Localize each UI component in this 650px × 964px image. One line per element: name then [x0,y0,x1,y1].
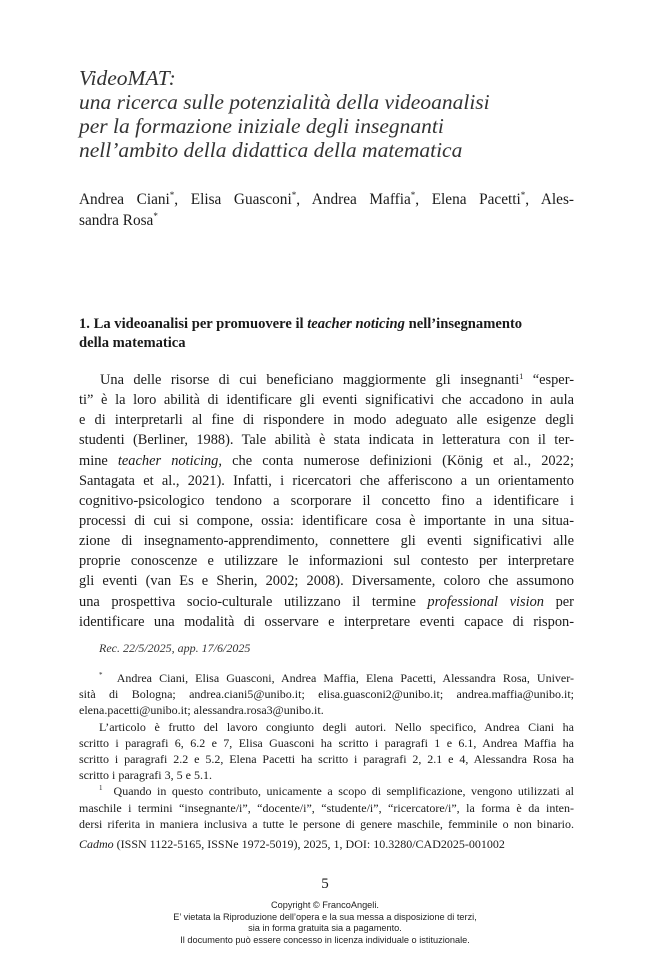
text-line: cognitivo-psicologico tendono a scorporare il concetto fino a identificare i [79,492,574,509]
page-number: 5 [321,876,329,892]
footnote-line: * Andrea Ciani, Elisa Guasconi, Andrea Maffia, Elena Pacetti, Alessandra Rosa, Univer- [99,671,574,685]
separator: , [174,191,191,208]
journal-details: (ISSN 1122-5165, ISSNe 1972-5019), 2025, 1, DOI: 10.3280/CAD2025-001002 [113,837,505,851]
text-line: identificare una modalità di osservare e interpretare eventi capace di rispon- [79,613,574,630]
footnote-line: $^1$ Quando in questo contributo, unicamente a scopo di semplificazione, vengono utilizzati al [99,784,575,799]
footnote-line: L’articolo è frutto del lavoro congiunto degli autori. Nello specifico, Andrea Ciani ha [99,719,574,734]
copyright-line: Il documento può essere concesso in licenza individuale o istituzionale. [180,934,470,945]
text-line: proprie conoscenze e utilizzare le informazioni sul contesto per interpretare [79,553,574,570]
separator: , [415,191,432,208]
text-line: Santagata et al., 2021). Infatti, i ricercatori che afferiscono a un orientamento [79,472,574,489]
footnote-line: scritto i paragrafi 2.2 e 5.2, Elena Pacetti ha scritto i paragrafi 2, 2.1 e 4, Alessandra Rosa ha [79,751,574,766]
title-line: per la formazione iniziale degli insegnanti [79,114,444,138]
author-name: Andrea Maffia [311,191,411,208]
affiliation-marker[interactable]: * [520,190,526,200]
title-line: nell’ambito della didattica della matematica [79,138,463,162]
heading-text: 1. La videoanalisi per promuovere il [79,316,308,332]
heading-text: nell’insegnamento [404,316,523,332]
affiliation-marker[interactable]: * [410,190,416,200]
affiliation-marker[interactable]: * [169,190,175,200]
author-name: sandra Rosa [79,212,154,229]
footnote-line: elena.pacetti@unibo.it; alessandra.rosa3@unibo.it. [79,703,324,718]
author-line [79,210,574,231]
footnote-marker: 1 [99,784,103,793]
author-name: Elisa Guasconi [190,191,292,208]
journal-citation [79,837,505,852]
footnote-ref[interactable]: 1 [519,372,524,381]
heading-text: della matematica [79,335,186,351]
footnote-line: sità di Bologna; andrea.ciani5@unibo.it; elisa.guasconi2@unibo.it; andrea.maffia@unibo.it; [79,687,574,702]
author-name: Elena Pacetti [431,191,521,208]
text-line: una prospettiva socio-culturale utilizzano il termine professional vision per [79,593,574,610]
copyright-line: sia in forma gratuita sia a pagamento. [248,923,402,934]
affiliation-marker[interactable]: * [291,190,297,200]
text-line: studenti (Berliner, 1988). Tale abilità è stata indicata in letteratura con il ter- [79,432,574,449]
copyright-line: E’ vietata la Riproduzione dell’opera e la sua messa a disposizione di terzi, [173,911,477,922]
text-line: Una delle risorse di cui beneficiano maggiormente gli insegnanti$^1$ “esper- [100,372,574,388]
copyright-notice [0,900,650,946]
body-paragraph [79,370,574,632]
footnotes [79,670,574,832]
journal-name: Cadmo [79,837,114,851]
footnote-line: scritto i paragrafi 6, 6.2 e 7, Elisa Guasconi ha scritto i paragrafi 1 e 6.1, Andrea Maffia ha [79,735,574,750]
title-line: una ricerca sulle potenzialità della videoanalisi [79,90,490,114]
copyright-line: Copyright © FrancoAngeli. [271,900,379,910]
title-line: VideoMAT: [79,66,176,90]
footnote-line: scritto i paragrafi 3, 5 e 5.1. [79,768,212,783]
footnote-marker: * [99,671,103,679]
term-emphasis: professional vision [427,593,545,610]
footnote-line: maschile i termini “insegnante/i”, “docente/i”, “studente/i”, “ricercatore/i”, la forma è da inten- [79,800,574,815]
text-line: processi di cui si compone, ossia: identificare cosa è importante in una situa- [79,512,574,529]
separator: , [296,191,312,208]
article-title [79,66,599,162]
text-line: zione di insegnamento-apprendimento, connettere gli eventi significativi alle [79,533,574,550]
text-line: mine teacher noticing, che conta numerose definizioni (König et al., 2022; [79,452,574,469]
section-heading [79,315,574,353]
affiliation-marker[interactable]: * [153,211,158,221]
author-line [79,189,574,210]
footnote-line: dersi riferita in maniera inclusiva a tutte le persone di genere maschile, femminile o non binario. [79,816,574,831]
author-name: Andrea Ciani [79,191,170,208]
text-line: ti” è la loro abilità di identificare gli eventi significativi che accadono in aula [79,392,574,409]
heading-emphasis: teacher noticing [307,316,405,332]
separator: , [525,191,541,208]
received-date: Rec. 22/5/2025, app. 17/6/2025 [99,641,251,655]
author-list [79,189,574,231]
text-line: gli eventi (van Es e Sherin, 2002; 2008). Diversamente, coloro che assumono [79,573,574,590]
author-name: Ales- [540,191,574,208]
term-emphasis: teacher noticing [117,452,219,469]
text-line: e di interpretarli al fine di rispondere in modo adeguato alle esigenze degli [79,412,574,429]
